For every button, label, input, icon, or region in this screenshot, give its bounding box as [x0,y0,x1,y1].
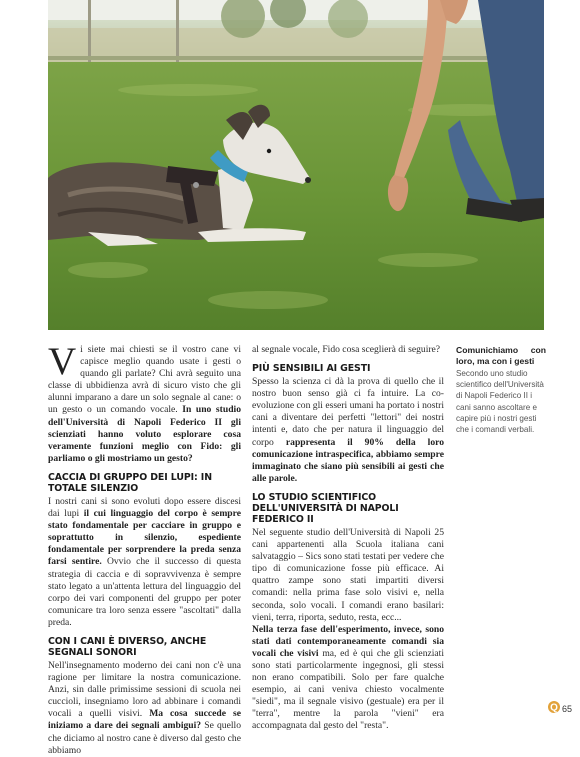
intro-bold: In uno studio dell'Università di Napoli Federico II gli scienziati hanno voluto esplorare cosa veramente funzioni meglio con Fido: gli parliamo o gli mostriamo un gesto? [48,404,241,464]
page-number: 65 [561,704,572,714]
text: I nostri cani si sono evoluti dopo essere discesi dai lupi [48,495,241,520]
intro-text: i siete mai chiesti se il vostro cane vi capisce meglio quando usate i gesti o quando gli parlate? Chi avrà seguito una classe di ubbidienza avrà di sicuro visto che gli alunni imparano a dare un solo segnale al cane: o un gesto o un comando vocale. [48,344,241,416]
text: Se quello che diciamo al nostro cane è diverso dal gesto che abbiamo [48,720,241,756]
sidebar-title: Comunichiamo con loro, ma con i gesti [456,345,546,366]
page-footer [547,700,572,714]
hero-photo [48,0,544,330]
heading-dogs-different: CON I CANI È DIVERSO, ANCHE SEGNALI SONORI [48,635,207,658]
article-column-2 [252,344,444,733]
text: Spesso la scienza ci dà la prova di quello che il nostro buon senso già ci fa intuire. La co-evoluzione con gli esseri umani ha portato i nostri cani a diventare dei perfetti "lettori" dei nostri intenti e, dato che per natura il linguaggio del corpo [252,376,444,448]
bold-text: rappresenta il 90% della loro comunicazione intraspecifica, abbiamo sempre immaginato che siano più sensibili ai gesti che alle parole. [252,436,444,484]
bold-text: Ma cosa succede se iniziamo a dare dei segnali ambigui? [48,708,241,732]
bold-text: Nella terza fase dell'esperimento, invece, sono stati dati contemporaneamente comandi sia vocali che visivi [252,623,444,659]
paragraph-gestures [252,376,444,485]
heading-study: LO STUDIO SCIENTIFICO DELL'UNIVERSITÀ DI NAPOLI FEDERICO II [252,491,399,525]
heading-wolves: CACCIA DI GRUPPO DEI LUPI: IN TOTALE SILENZIO [48,471,212,494]
bold-text: il cui linguaggio del corpo è sempre stato fondamentale per cacciare in gruppo e soprattutto in silenzio, espediente fondamentale per sorprendere la preda senza farsi sentire. [48,508,241,568]
dog-and-hand-photo [48,0,544,330]
heading-gestures: PIÙ SENSIBILI AI GESTI [252,363,371,375]
sidebar-box [456,345,546,435]
intro-paragraph [48,340,241,465]
text: Nell'insegnamento moderno dei cani non c'è una ragione per limitare la nostra comunicazione. Anzi, sin dalle primissime sessioni di scuola nei cuccioli, insegniamo loro ad abbinare i comandi vocali a quelli visivi. [48,659,241,720]
paragraph-study: Nel seguente studio dell'Università di Napoli 25 cani appartenenti alla Scuola italiana cani salvataggio – Sics sono stati testati per vedere che tipo di comunicazione fosse più efficace. Ai quattro zampe sono stati impartiti diversi comandi: nella prima fase solo visivi e, nella seconda, solo vocali. I comandi erano basilari: vieni, terra, riporta, seduto, resta, ecc... [252,526,444,623]
text: Ovvio che il successo di questa strategia di caccia e di sopravvivenza è sempre stato legato a un'attenta lettura del linguaggio del corpo dei vari componenti del gruppo per poter comunicare tra loro senza essere "ascoltati" dalla preda. [48,556,241,628]
paragraph-third-phase [252,624,444,733]
article-column-1 [48,340,241,757]
sidebar-text: Secondo uno studio scientifico dell'Università di Napoli Federico II i cani sanno ascoltare e capire più i nostri gesti che i comandi verbali. [456,369,544,435]
drop-cap: V [48,340,77,383]
paragraph-dogs-different [48,660,241,757]
magazine-logo-icon [547,700,561,714]
logo-letter: Q [550,702,558,714]
paragraph-wolves [48,496,241,629]
paragraph-continuation: al segnale vocale, Fido cosa sceglierà di seguire? [252,344,441,355]
text: ma, ed è qui che gli scienziati sono stati particolarmente ingegnosi, gli stessi non erano compatibili. Solo per fare qualche esempio, ai cani veniva chiesto vocalmente "siedi", ma il segnale visivo (gestuale) era per il "terra", mentre la parola "vieni" era accompagnata dal gesto del "resta". [252,647,445,732]
